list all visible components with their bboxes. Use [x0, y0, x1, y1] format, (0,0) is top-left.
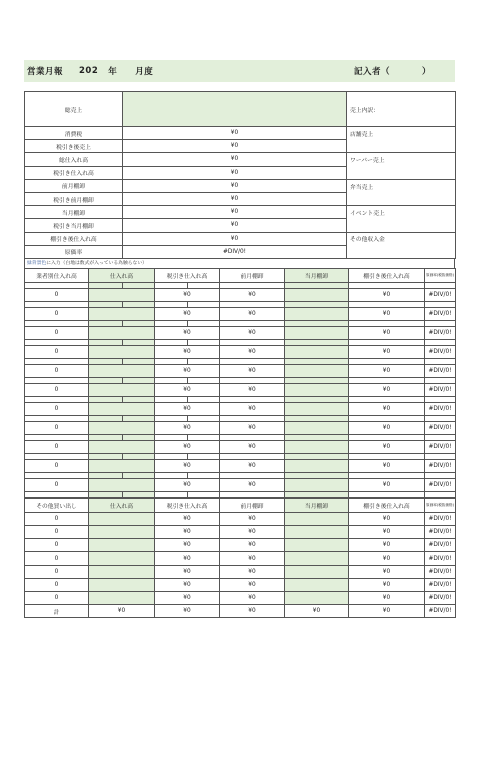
summary-label: 税引き前月棚卸	[25, 192, 123, 205]
cost-rate-cell: #DIV/0!	[425, 512, 456, 525]
prev-inventory-cell: ¥0	[220, 383, 285, 396]
total-tax-purchase: ¥0	[155, 605, 220, 618]
summary-label: 棚引き後仕入れ高	[25, 232, 123, 245]
tax-purchase-cell: ¥0	[155, 345, 220, 358]
prev-inventory-cell: ¥0	[220, 288, 285, 301]
row-divider	[25, 491, 456, 497]
purchase-input-cell[interactable]	[89, 512, 155, 525]
cost-rate-cell: #DIV/0!	[425, 402, 456, 415]
after-purchase-cell: ¥0	[349, 345, 425, 358]
breakdown-item-value[interactable]	[347, 140, 456, 153]
vendor-name-cell: 0	[25, 421, 89, 434]
curr-inventory-input-cell[interactable]	[285, 512, 349, 525]
vendor-name-cell: 0	[25, 288, 89, 301]
breakdown-item-label: 店舗売上	[347, 127, 456, 140]
breakdown-item-label: 弁当売上	[347, 179, 456, 192]
curr-inventory-input-cell[interactable]	[285, 526, 349, 539]
vendor-name-cell: 0	[25, 383, 89, 396]
vendors-header-cost-rate: 原価率(税抜価格)	[425, 268, 456, 282]
prev-inventory-cell: ¥0	[220, 402, 285, 415]
summary-row	[25, 232, 456, 245]
table-row	[25, 552, 456, 565]
breakdown-item-value[interactable]	[347, 219, 456, 232]
purchase-input-cell[interactable]	[89, 592, 155, 605]
purchase-input-cell[interactable]	[89, 307, 155, 320]
summary-row	[25, 219, 456, 232]
vendor-name-cell: 0	[25, 552, 89, 565]
other-header-cost-rate: 原価率(税抜価格)	[425, 498, 456, 512]
vendors-header-tax-purchase: 税引き仕入れ高	[155, 268, 220, 282]
divider-cell	[155, 396, 220, 402]
divider-cell	[89, 377, 155, 383]
summary-row	[25, 192, 456, 205]
table-row	[25, 345, 456, 358]
summary-value: ¥0	[123, 127, 347, 140]
other-header-curr-inventory-input: 当月棚卸	[285, 498, 349, 512]
divider-cell	[89, 282, 155, 288]
summary-label: 当月棚卸	[25, 206, 123, 219]
after-purchase-cell: ¥0	[349, 364, 425, 377]
prev-inventory-cell: ¥0	[220, 421, 285, 434]
report-sheet	[24, 60, 455, 618]
table-row	[25, 459, 456, 472]
divider-cell	[89, 491, 155, 497]
after-purchase-cell: ¥0	[349, 552, 425, 565]
table-row	[25, 364, 456, 377]
divider-cell	[155, 339, 220, 345]
purchase-input-cell[interactable]	[89, 421, 155, 434]
curr-inventory-input-cell[interactable]	[285, 539, 349, 552]
tax-purchase-cell: ¥0	[155, 565, 220, 578]
purchase-input-cell[interactable]	[89, 539, 155, 552]
purchase-input-cell[interactable]	[89, 459, 155, 472]
divider-cell	[155, 491, 220, 497]
cost-rate-cell: #DIV/0!	[425, 440, 456, 453]
prev-inventory-cell: ¥0	[220, 565, 285, 578]
vendors-header-prev-inventory: 前月棚卸	[220, 268, 285, 282]
divider-cell	[155, 358, 220, 364]
tax-purchase-cell: ¥0	[155, 326, 220, 339]
note-text: に入力（白地は数式が入っている為触らない）	[46, 260, 147, 266]
total-vendor-name: 計	[25, 605, 89, 618]
vendor-name-cell: 0	[25, 364, 89, 377]
vendor-name-cell: 0	[25, 459, 89, 472]
tax-purchase-cell: ¥0	[155, 552, 220, 565]
curr-inventory-input-cell[interactable]	[285, 578, 349, 591]
divider-cell	[155, 453, 220, 459]
divider-cell	[155, 320, 220, 326]
vendors-header-after-purchase: 棚引き後仕入れ高	[349, 268, 425, 282]
cost-rate-cell: #DIV/0!	[425, 565, 456, 578]
total-curr-inventory-input: ¥0	[285, 605, 349, 618]
divider-cell	[155, 472, 220, 478]
breakdown-item-value[interactable]	[347, 166, 456, 179]
cost-rate-cell: #DIV/0!	[425, 539, 456, 552]
after-purchase-cell: ¥0	[349, 383, 425, 396]
vendors-header-purchase-input: 仕入れ高	[89, 268, 155, 282]
after-purchase-cell: ¥0	[349, 459, 425, 472]
summary-label: 税引き当月棚卸	[25, 219, 123, 232]
tax-purchase-cell: ¥0	[155, 526, 220, 539]
vendor-name-cell: 0	[25, 526, 89, 539]
prev-inventory-cell: ¥0	[220, 539, 285, 552]
cost-rate-cell: #DIV/0!	[425, 421, 456, 434]
tax-purchase-cell: ¥0	[155, 364, 220, 377]
tax-purchase-cell: ¥0	[155, 539, 220, 552]
summary-row	[25, 206, 456, 219]
prev-inventory-cell: ¥0	[220, 578, 285, 591]
vendor-name-cell: 0	[25, 512, 89, 525]
after-purchase-cell: ¥0	[349, 578, 425, 591]
breakdown-title: 売上内訳：	[347, 92, 456, 127]
report-header	[24, 60, 455, 82]
tax-purchase-cell: ¥0	[155, 478, 220, 491]
divider-cell	[89, 358, 155, 364]
summary-label: 前月棚卸	[25, 179, 123, 192]
other-table	[24, 498, 456, 619]
total-prev-inventory: ¥0	[220, 605, 285, 618]
breakdown-item-value[interactable]	[347, 192, 456, 205]
divider-cell	[155, 434, 220, 440]
summary-label: 総仕入れ高	[25, 153, 123, 166]
table-row	[25, 288, 456, 301]
tax-purchase-cell: ¥0	[155, 459, 220, 472]
summary-label: 原価率	[25, 245, 123, 258]
after-purchase-cell: ¥0	[349, 307, 425, 320]
table-row	[25, 326, 456, 339]
prev-inventory-cell: ¥0	[220, 326, 285, 339]
report-title: 営業月報	[27, 67, 64, 77]
vendor-name-cell: 0	[25, 440, 89, 453]
after-purchase-cell: ¥0	[349, 526, 425, 539]
table-row	[25, 307, 456, 320]
table-row	[25, 592, 456, 605]
year-value[interactable]: 202	[79, 66, 99, 76]
divider-cell	[89, 434, 155, 440]
tax-purchase-cell: ¥0	[155, 383, 220, 396]
writer-field[interactable]	[354, 65, 431, 77]
purchase-input-cell[interactable]	[89, 345, 155, 358]
tax-purchase-cell: ¥0	[155, 440, 220, 453]
summary-value: ¥0	[123, 166, 347, 179]
curr-inventory-input-cell[interactable]	[285, 383, 349, 396]
tax-purchase-cell: ¥0	[155, 288, 220, 301]
other-header-row	[25, 498, 456, 512]
prev-inventory-cell: ¥0	[220, 512, 285, 525]
summary-value: ¥0	[123, 140, 347, 153]
table-row	[25, 512, 456, 525]
vendor-name-cell: 0	[25, 326, 89, 339]
cost-rate-cell: #DIV/0!	[425, 592, 456, 605]
purchase-input-cell[interactable]	[89, 326, 155, 339]
purchase-input-cell[interactable]	[89, 288, 155, 301]
summary-value: ¥0	[123, 179, 347, 192]
divider-cell	[89, 339, 155, 345]
purchase-input-cell[interactable]	[89, 383, 155, 396]
curr-inventory-input-cell[interactable]	[285, 565, 349, 578]
divider-cell	[155, 282, 220, 288]
divider-cell	[89, 415, 155, 421]
after-purchase-cell: ¥0	[349, 478, 425, 491]
vendor-header-row	[25, 268, 456, 282]
breakdown-item-label: イベント売上	[347, 206, 456, 219]
after-purchase-cell: ¥0	[349, 539, 425, 552]
curr-inventory-input-cell[interactable]	[285, 478, 349, 491]
table-row	[25, 565, 456, 578]
note-highlight: 緑背景色	[27, 260, 47, 266]
vendor-name-cell: 0	[25, 478, 89, 491]
cost-rate-cell: #DIV/0!	[425, 578, 456, 591]
divider-cell	[220, 491, 285, 497]
divider-cell	[89, 320, 155, 326]
prev-inventory-cell: ¥0	[220, 440, 285, 453]
prev-inventory-cell: ¥0	[220, 345, 285, 358]
vendors-header-vendor-name: 業者別仕入れ高	[25, 268, 89, 282]
curr-inventory-input-cell[interactable]	[285, 552, 349, 565]
cost-rate-cell: #DIV/0!	[425, 345, 456, 358]
after-purchase-cell: ¥0	[349, 326, 425, 339]
total-after-purchase: ¥0	[349, 605, 425, 618]
curr-inventory-input-cell[interactable]	[285, 307, 349, 320]
prev-inventory-cell: ¥0	[220, 526, 285, 539]
tax-purchase-cell: ¥0	[155, 592, 220, 605]
vendor-name-cell: 0	[25, 578, 89, 591]
prev-inventory-cell: ¥0	[220, 459, 285, 472]
tax-purchase-cell: ¥0	[155, 421, 220, 434]
summary-value: #DIV/0!	[123, 245, 347, 258]
cost-rate-cell: #DIV/0!	[425, 288, 456, 301]
breakdown-item-value[interactable]	[347, 245, 456, 258]
other-header-after-purchase: 棚引き後仕入れ高	[349, 498, 425, 512]
after-purchase-cell: ¥0	[349, 565, 425, 578]
divider-cell	[89, 453, 155, 459]
after-purchase-cell: ¥0	[349, 440, 425, 453]
table-row	[25, 578, 456, 591]
vendor-name-cell: 0	[25, 345, 89, 358]
divider-cell	[25, 491, 89, 497]
cost-rate-cell: #DIV/0!	[425, 478, 456, 491]
year-unit: 年	[108, 67, 118, 77]
summary-sales-row	[25, 92, 456, 127]
tax-purchase-cell: ¥0	[155, 578, 220, 591]
prev-inventory-cell: ¥0	[220, 307, 285, 320]
cost-rate-cell: #DIV/0!	[425, 383, 456, 396]
summary-table	[24, 91, 456, 259]
curr-inventory-input-cell[interactable]	[285, 459, 349, 472]
curr-inventory-input-cell[interactable]	[285, 592, 349, 605]
divider-cell	[155, 415, 220, 421]
prev-inventory-cell: ¥0	[220, 552, 285, 565]
divider-cell	[155, 301, 220, 307]
summary-row	[25, 127, 456, 140]
vendor-table	[24, 268, 456, 498]
total-cost-rate: #DIV/0!	[425, 605, 456, 618]
summary-label: 消費税	[25, 127, 123, 140]
summary-value: ¥0	[123, 192, 347, 205]
vendor-name-cell: 0	[25, 565, 89, 578]
summary-row	[25, 166, 456, 179]
curr-inventory-input-cell[interactable]	[285, 345, 349, 358]
after-purchase-cell: ¥0	[349, 402, 425, 415]
summary-row	[25, 245, 456, 258]
cost-rate-cell: #DIV/0!	[425, 307, 456, 320]
after-purchase-cell: ¥0	[349, 592, 425, 605]
summary-value: ¥0	[123, 153, 347, 166]
tax-purchase-cell: ¥0	[155, 307, 220, 320]
cost-rate-cell: #DIV/0!	[425, 326, 456, 339]
total-row	[25, 605, 456, 618]
purchase-input-cell[interactable]	[89, 440, 155, 453]
prev-inventory-cell: ¥0	[220, 592, 285, 605]
total-sales-label: 総売上	[25, 92, 123, 127]
purchase-input-cell[interactable]	[89, 578, 155, 591]
divider-cell	[349, 491, 425, 497]
summary-value: ¥0	[123, 206, 347, 219]
purchase-input-cell[interactable]	[89, 526, 155, 539]
cost-rate-cell: #DIV/0!	[425, 459, 456, 472]
divider-cell	[89, 472, 155, 478]
curr-inventory-input-cell[interactable]	[285, 402, 349, 415]
summary-label: 税引き後売上	[25, 140, 123, 153]
table-row	[25, 478, 456, 491]
input-note	[24, 259, 455, 268]
total-sales-input[interactable]	[123, 92, 347, 127]
after-purchase-cell: ¥0	[349, 288, 425, 301]
table-row	[25, 402, 456, 415]
prev-inventory-cell: ¥0	[220, 478, 285, 491]
other-header-prev-inventory: 前月棚卸	[220, 498, 285, 512]
divider-cell	[155, 377, 220, 383]
curr-inventory-input-cell[interactable]	[285, 364, 349, 377]
curr-inventory-input-cell[interactable]	[285, 326, 349, 339]
other-header-tax-purchase: 税引き仕入れ高	[155, 498, 220, 512]
vendor-name-cell: 0	[25, 307, 89, 320]
cost-rate-cell: #DIV/0!	[425, 364, 456, 377]
summary-label: 税引き仕入れ高	[25, 166, 123, 179]
vendor-name-cell: 0	[25, 592, 89, 605]
curr-inventory-input-cell[interactable]	[285, 288, 349, 301]
summary-row	[25, 153, 456, 166]
table-row	[25, 383, 456, 396]
table-row	[25, 440, 456, 453]
other-header-vendor-name: その他買い出し	[25, 498, 89, 512]
summary-value: ¥0	[123, 219, 347, 232]
writer-label: 記入者（	[353, 67, 390, 77]
summary-row	[25, 179, 456, 192]
after-purchase-cell: ¥0	[349, 512, 425, 525]
divider-cell	[89, 396, 155, 402]
vendors-header-curr-inventory-input: 当月棚卸	[285, 268, 349, 282]
curr-inventory-input-cell[interactable]	[285, 421, 349, 434]
tax-purchase-cell: ¥0	[155, 402, 220, 415]
after-purchase-cell: ¥0	[349, 421, 425, 434]
summary-row	[25, 140, 456, 153]
purchase-input-cell[interactable]	[89, 552, 155, 565]
vendor-name-cell: 0	[25, 539, 89, 552]
other-header-purchase-input: 仕入れ高	[89, 498, 155, 512]
divider-cell	[89, 301, 155, 307]
divider-cell	[285, 491, 349, 497]
summary-value: ¥0	[123, 232, 347, 245]
total-purchase-input: ¥0	[89, 605, 155, 618]
table-row	[25, 526, 456, 539]
purchase-input-cell[interactable]	[89, 364, 155, 377]
breakdown-item-label: ワーパー売上	[347, 153, 456, 166]
curr-inventory-input-cell[interactable]	[285, 440, 349, 453]
purchase-input-cell[interactable]	[89, 565, 155, 578]
breakdown-item-label: その他収入金	[347, 232, 456, 245]
cost-rate-cell: #DIV/0!	[425, 526, 456, 539]
divider-cell	[425, 491, 456, 497]
table-row	[25, 421, 456, 434]
vendor-name-cell: 0	[25, 402, 89, 415]
prev-inventory-cell: ¥0	[220, 364, 285, 377]
purchase-input-cell[interactable]	[89, 402, 155, 415]
writer-close: ）	[421, 67, 431, 77]
tax-purchase-cell: ¥0	[155, 512, 220, 525]
cost-rate-cell: #DIV/0!	[425, 552, 456, 565]
month-unit: 月度	[135, 67, 154, 77]
table-row	[25, 539, 456, 552]
purchase-input-cell[interactable]	[89, 478, 155, 491]
